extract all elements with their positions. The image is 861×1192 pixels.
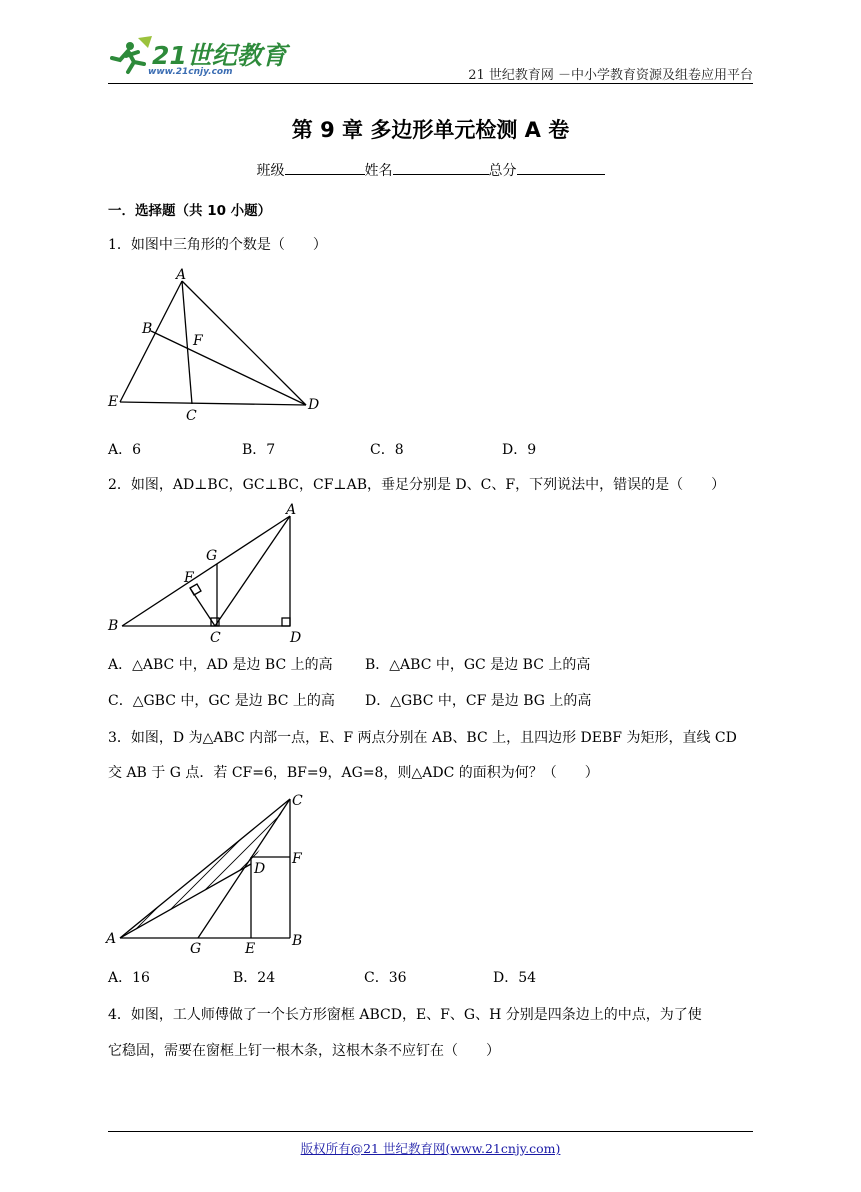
q1-option-c[interactable]: C．8 (370, 442, 404, 458)
question-3-line-1: 3．如图，D 为△ABC 内部一点，E、F 两点分别在 AB、BC 上，且四边形 DEBF 为矩形，直线 CD (108, 730, 737, 746)
q1-option-a[interactable]: A．6 (108, 442, 142, 458)
fig1-label-e: E (108, 394, 119, 410)
q2-option-b[interactable]: B．△ABC 中，GC 是边 BC 上的高 (365, 657, 591, 673)
section-heading: 一．选择题（共 10 小题） (108, 203, 272, 219)
fig1-label-a: A (176, 267, 187, 283)
fig1-label-c: C (186, 408, 197, 424)
fig2-label-g: G (206, 548, 218, 564)
page-title: 第 9 章 多边形单元检测 A 卷 (291, 118, 570, 142)
question-1-text: 1．如图中三角形的个数是（ ） (108, 237, 327, 253)
fig3-label-g: G (190, 941, 202, 955)
name-label: 姓名 (364, 163, 393, 179)
fig3-label-e: E (245, 941, 256, 955)
fig3-label-f: F (292, 851, 302, 867)
name-blank (393, 160, 489, 175)
q2-option-d[interactable]: D．△GBC 中，CF 是边 BG 上的高 (365, 693, 592, 709)
fig2-label-b: B (108, 618, 119, 634)
class-blank (285, 160, 365, 175)
q1-option-b[interactable]: B．7 (242, 442, 276, 458)
header-site-name: 21 世纪教育网 －中小学教育资源及组卷应用平台 (468, 68, 753, 83)
class-label: 班级 (256, 163, 285, 179)
fig1-label-b: B (142, 321, 153, 337)
q1-option-d[interactable]: D．9 (502, 442, 537, 458)
fig3-label-b: B (292, 933, 303, 949)
question-2-figure (100, 500, 320, 648)
question-2-text: 2．如图，AD⊥BC，GC⊥BC，CF⊥AB，垂足分别是 D、C、F，下列说法中，错误的是（ ） (108, 477, 726, 493)
score-blank (517, 160, 605, 175)
q2-option-c[interactable]: C．△GBC 中，GC 是边 BC 上的高 (108, 693, 335, 709)
student-info-row (0, 160, 861, 180)
fig3-label-d: D (254, 861, 266, 877)
fig1-label-f: F (193, 333, 203, 349)
fig2-label-d: D (290, 630, 302, 646)
q3-option-d[interactable]: D．54 (493, 970, 537, 986)
q3-option-a[interactable]: A．16 (108, 970, 150, 986)
score-label: 总分 (488, 163, 517, 179)
logo-url: www.21cnjy.com (148, 67, 233, 77)
q2-option-a[interactable]: A．△ABC 中，AD 是边 BC 上的高 (108, 657, 333, 673)
question-3-figure (100, 785, 320, 955)
fig3-label-c: C (292, 793, 303, 809)
footer-copyright-link[interactable]: 版权所有@21 世纪教育网(www.21cnjy.com) (300, 1141, 561, 1156)
q3-option-c[interactable]: C．36 (364, 970, 407, 986)
question-4-line-2: 它稳固，需要在窗框上钉一根木条，这根木条不应钉在（ ） (108, 1043, 500, 1059)
q3-option-b[interactable]: B．24 (233, 970, 276, 986)
question-1-figure (100, 265, 340, 425)
question-3-line-2: 交 AB 于 G 点．若 CF=6，BF=9，AG=8，则△ADC 的面积为何？（ ） (108, 765, 599, 781)
logo-text: 21世纪教育 (152, 41, 287, 70)
fig3-label-a: A (106, 931, 117, 947)
fig2-label-a: A (286, 502, 297, 518)
question-4-line-1: 4．如图，工人师傅做了一个长方形窗框 ABCD，E、F、G、H 分别是四条边上的中点，为了使 (108, 1007, 702, 1023)
header-divider (108, 83, 753, 84)
fig2-label-f: F (184, 570, 194, 586)
fig2-label-c: C (210, 630, 221, 646)
footer-divider (108, 1131, 753, 1132)
fig1-label-d: D (308, 397, 320, 413)
